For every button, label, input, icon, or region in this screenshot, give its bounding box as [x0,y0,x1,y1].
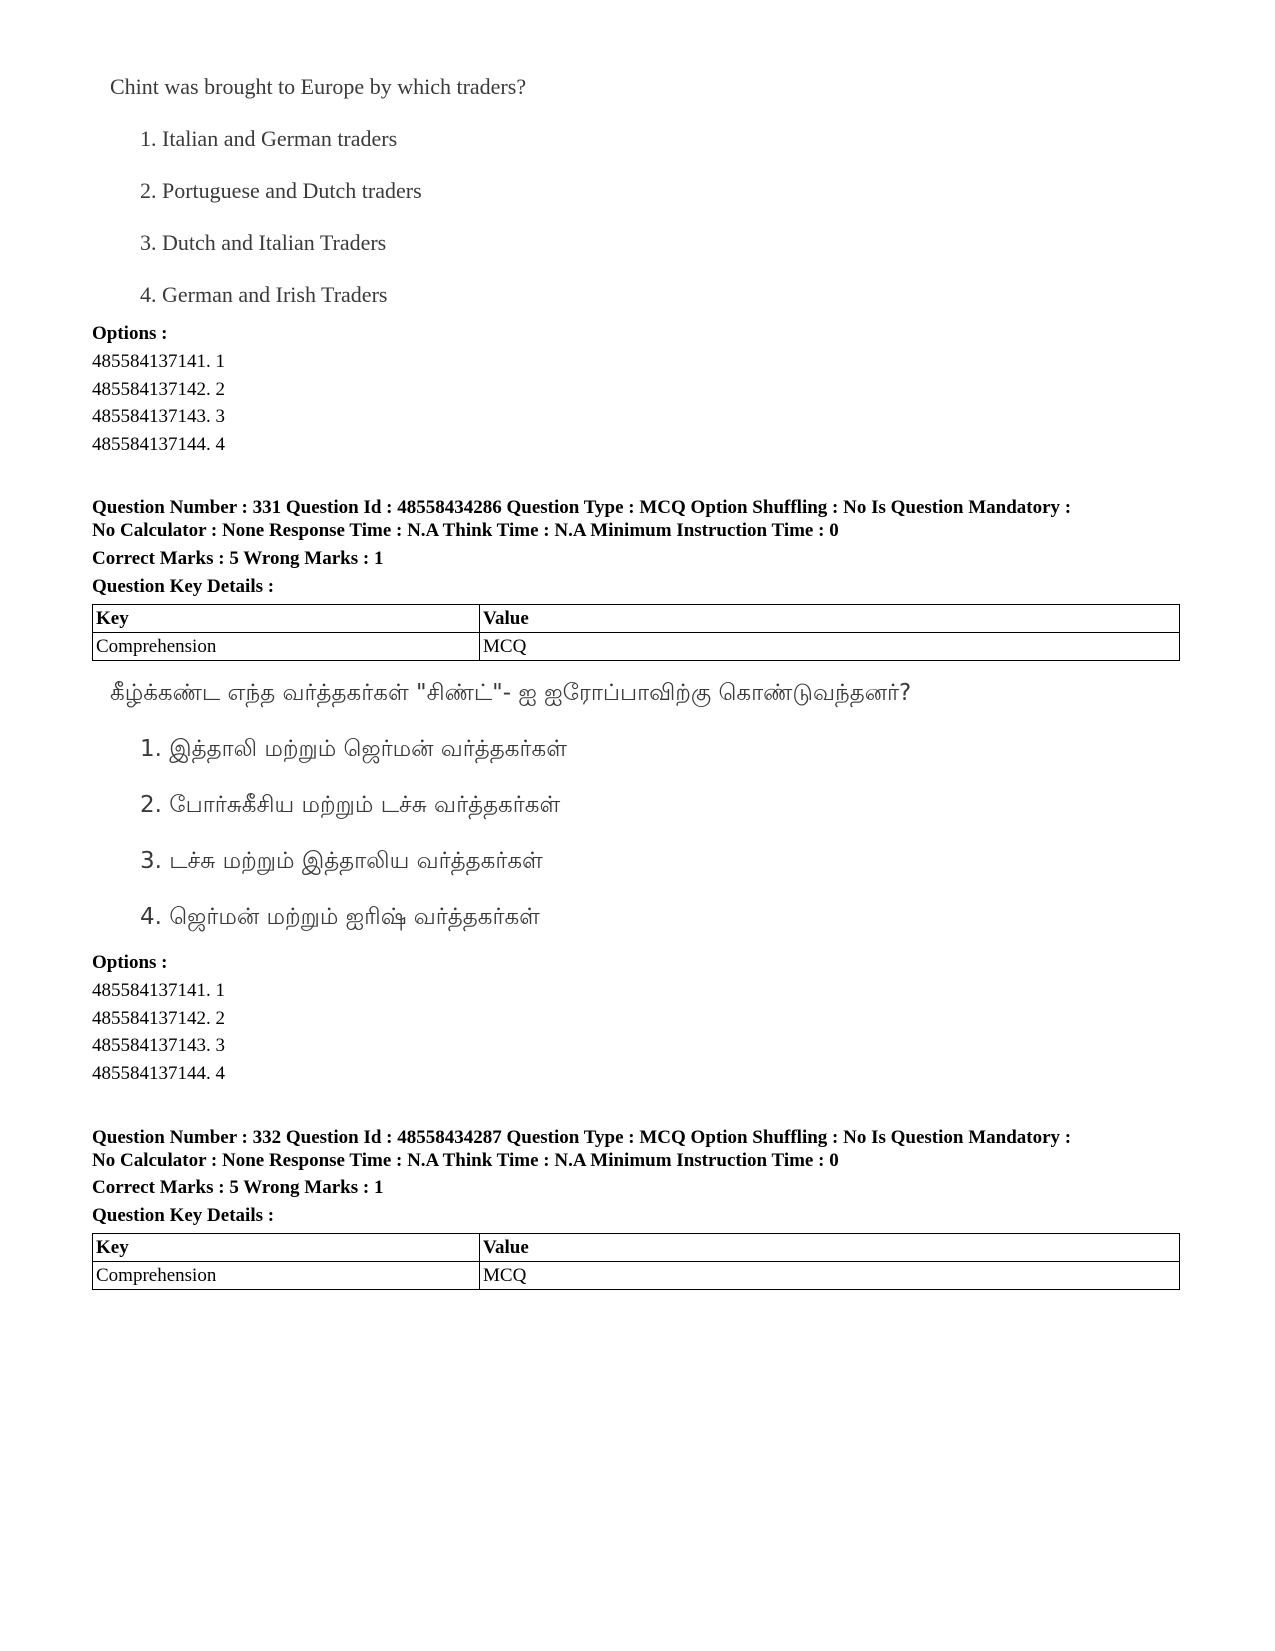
table-header-value: Value [480,1234,1180,1262]
table-header-value: Value [480,605,1180,633]
options-heading: Options : [92,323,168,344]
option-id: 485584137144. 4 [92,1063,225,1084]
marks-line: Correct Marks : 5 Wrong Marks : 1 [92,1177,384,1198]
question-header: Question Number : 331 Question Id : 48558434286 Question Type : MCQ Option Shuffling : No Is Question Mandatory : [92,497,1072,518]
question-option: 2. Portuguese and Dutch traders [140,178,422,203]
question-option: 1. இத்தாலி மற்றும் ஜெர்மன் வர்த்தகர்கள் [140,736,567,762]
question-option: 2. போர்சுகீசிய மற்றும் டச்சு வர்த்தகர்கள் [140,792,561,818]
question-option: 4. ஜெர்மன் மற்றும் ஐரிஷ் வர்த்தகர்கள் [140,904,540,930]
question-header: Question Number : 332 Question Id : 48558434287 Question Type : MCQ Option Shuffling : No Is Question Mandatory : [92,1127,1072,1148]
option-id: 485584137143. 3 [92,406,225,427]
table-header-key: Key [93,1234,480,1262]
table-header-row [93,605,1180,633]
table-cell-key: Comprehension [93,633,480,661]
table-cell-value: MCQ [480,1262,1180,1290]
table-row [93,1262,1180,1290]
table-row [93,633,1180,661]
question-key-table [92,1233,1180,1290]
option-id: 485584137141. 1 [92,351,225,372]
question-stem: கீழ்க்கண்ட எந்த வர்த்தகர்கள் "சிண்ட்"- ஐ ஐரோப்பாவிற்கு கொண்டுவந்தனர்? [110,680,912,706]
option-id: 485584137142. 2 [92,379,225,400]
marks-line: Correct Marks : 5 Wrong Marks : 1 [92,548,384,569]
options-heading: Options : [92,952,168,973]
table-cell-key: Comprehension [93,1262,480,1290]
option-id: 485584137141. 1 [92,980,225,1001]
question-option: 1. Italian and German traders [140,126,398,151]
option-id: 485584137143. 3 [92,1035,225,1056]
question-header: No Calculator : None Response Time : N.A Think Time : N.A Minimum Instruction Time : 0 [92,1150,839,1171]
question-option: 3. டச்சு மற்றும் இத்தாலிய வர்த்தகர்கள் [140,848,543,874]
table-cell-value: MCQ [480,633,1180,661]
question-option: 3. Dutch and Italian Traders [140,230,387,255]
key-details-heading: Question Key Details : [92,1205,275,1226]
option-id: 485584137142. 2 [92,1008,225,1029]
question-header: No Calculator : None Response Time : N.A Think Time : N.A Minimum Instruction Time : 0 [92,520,839,541]
question-stem: Chint was brought to Europe by which traders? [110,74,527,99]
table-header-key: Key [93,605,480,633]
table-header-row [93,1234,1180,1262]
option-id: 485584137144. 4 [92,434,225,455]
question-option: 4. German and Irish Traders [140,282,388,307]
question-key-table [92,604,1180,661]
key-details-heading: Question Key Details : [92,576,275,597]
